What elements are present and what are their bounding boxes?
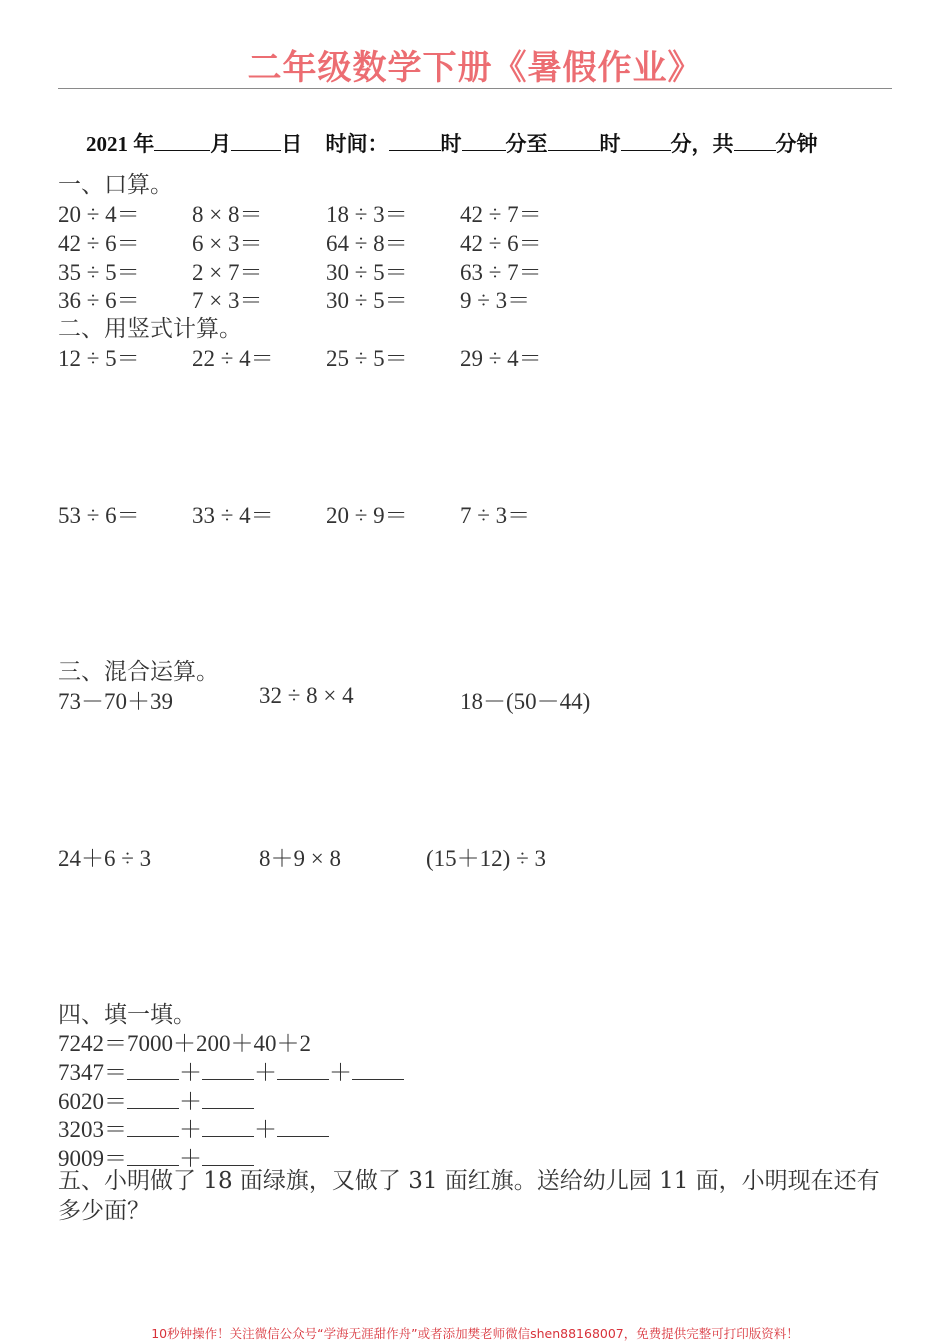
fill-lhs: 9009＝ (58, 1146, 127, 1171)
start-minute-blank[interactable] (462, 132, 506, 151)
fill-blank[interactable] (202, 1059, 254, 1080)
oral-calc-item: 42 ÷ 6＝ (460, 231, 542, 256)
oral-calc-item: 42 ÷ 7＝ (460, 202, 542, 227)
total-minutes-blank[interactable] (734, 132, 776, 151)
day-label: 日 (281, 132, 303, 156)
start-hour-blank[interactable] (389, 132, 441, 151)
word-problem: 五、小明做了 18 面绿旗，又做了 31 面红旗。送给幼儿园 11 面，小明现在还有多少面？ (58, 1168, 880, 1224)
vertical-calc-item: 22 ÷ 4＝ (192, 346, 274, 371)
section1-heading: 一、口算。 (58, 172, 173, 198)
fill-blank[interactable] (277, 1059, 329, 1080)
oral-calc-item: 18 ÷ 3＝ (326, 202, 408, 227)
title-divider (58, 88, 892, 89)
fill-blank[interactable] (127, 1116, 179, 1137)
date-line (86, 128, 818, 158)
end-minute-blank[interactable] (621, 132, 671, 151)
mixed-calc-item: 73－70＋39 (58, 689, 173, 714)
minute-to-label: 分至 (505, 132, 548, 156)
fill-lhs: 6020＝ (58, 1089, 127, 1114)
year-label: 2021 年 (86, 132, 155, 156)
total-label: 分钟 (775, 132, 818, 156)
fill-lhs: 3203＝ (58, 1117, 127, 1142)
oral-calc-item: 7 × 3＝ (192, 288, 263, 313)
fill-lhs: 7347＝ (58, 1060, 127, 1085)
fill-blank[interactable] (202, 1088, 254, 1109)
plus-sign: ＋ (179, 1146, 202, 1171)
vertical-calc-item: 7 ÷ 3＝ (460, 503, 531, 528)
end-hour-blank[interactable] (548, 132, 600, 151)
oral-calc-item: 8 × 8＝ (192, 202, 263, 227)
fill-blank[interactable] (202, 1116, 254, 1137)
fill-blank[interactable] (352, 1059, 404, 1080)
oral-calc-item: 2 × 7＝ (192, 260, 263, 285)
plus-sign: ＋ (179, 1117, 202, 1142)
minute-total-label: 分，共 (670, 132, 734, 156)
time-label: 时间： (325, 132, 389, 156)
oral-calc-item: 30 ÷ 5＝ (326, 288, 408, 313)
mixed-calc-item: 18－(50－44) (460, 689, 591, 714)
section4-heading: 四、填一填。 (58, 1002, 196, 1028)
oral-calc-item: 6 × 3＝ (192, 231, 263, 256)
oral-calc-item: 63 ÷ 7＝ (460, 260, 542, 285)
oral-calc-item: 64 ÷ 8＝ (326, 231, 408, 256)
mixed-calc-item: 8＋9 × 8 (259, 846, 341, 871)
vertical-calc-item: 12 ÷ 5＝ (58, 346, 140, 371)
vertical-calc-item: 25 ÷ 5＝ (326, 346, 408, 371)
oral-calc-item: 35 ÷ 5＝ (58, 260, 140, 285)
oral-calc-item: 36 ÷ 6＝ (58, 288, 140, 313)
month-label: 月 (210, 132, 232, 156)
page-title: 二年级数学下册《暑假作业》 (247, 48, 703, 88)
plus-sign: ＋ (179, 1089, 202, 1114)
fill-blank[interactable] (127, 1059, 179, 1080)
footer-note: 10秒钟操作！关注微信公众号“学海无涯甜作舟”或者添加樊老师微信shen88168007，免费提供完整可打印版资料！ (151, 1326, 799, 1341)
month-blank[interactable] (154, 132, 210, 151)
day-blank[interactable] (231, 132, 281, 151)
fill-blank[interactable] (202, 1145, 254, 1166)
plus-sign: ＋ (254, 1117, 277, 1142)
oral-calc-item: 9 ÷ 3＝ (460, 288, 531, 313)
section2-heading: 二、用竖式计算。 (58, 316, 242, 342)
plus-sign: ＋ (254, 1060, 277, 1085)
plus-sign: ＋ (179, 1060, 202, 1085)
vertical-calc-item: 33 ÷ 4＝ (192, 503, 274, 528)
fill-example: 7242＝7000＋200＋40＋2 (58, 1031, 311, 1056)
vertical-calc-item: 53 ÷ 6＝ (58, 503, 140, 528)
mixed-calc-item: (15＋12) ÷ 3 (426, 846, 546, 871)
hour-label-1: 时 (440, 132, 462, 156)
plus-sign: ＋ (329, 1060, 352, 1085)
oral-calc-item: 30 ÷ 5＝ (326, 260, 408, 285)
fill-blank[interactable] (277, 1116, 329, 1137)
vertical-calc-item: 29 ÷ 4＝ (460, 346, 542, 371)
section3-heading: 三、混合运算。 (58, 659, 219, 685)
oral-calc-item: 42 ÷ 6＝ (58, 231, 140, 256)
vertical-calc-item: 20 ÷ 9＝ (326, 503, 408, 528)
oral-calc-item: 20 ÷ 4＝ (58, 202, 140, 227)
hour-label-2: 时 (599, 132, 621, 156)
fill-blank[interactable] (127, 1088, 179, 1109)
mixed-calc-item: 24＋6 ÷ 3 (58, 846, 152, 871)
fill-blank[interactable] (127, 1145, 179, 1166)
mixed-calc-item: 32 ÷ 8 × 4 (259, 683, 354, 708)
